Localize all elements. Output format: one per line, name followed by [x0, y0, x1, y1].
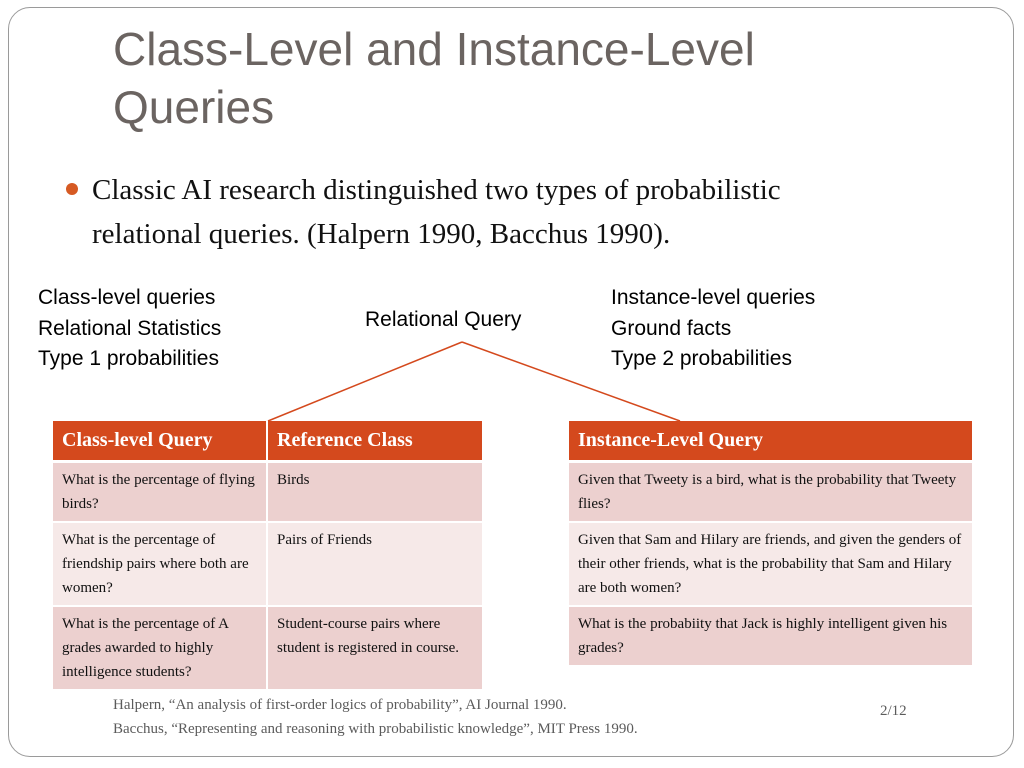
bullet-line-2: relational queries. (Halpern 1990, Bacchus 1990).	[92, 218, 671, 250]
table-row	[53, 462, 482, 523]
title-line-2: Queries	[113, 81, 275, 133]
connector-line-right	[462, 342, 680, 421]
table-row	[53, 606, 482, 690]
reference-bacchus: Bacchus, “Representing and reasoning with probabilistic knowledge”, MIT Press 1990.	[113, 721, 638, 737]
instance-table-header-query: Instance-Level Query	[569, 421, 972, 462]
table-row	[53, 522, 482, 606]
class-table-header-query: Class-level Query	[53, 421, 267, 462]
table-cell: Given that Sam and Hilary are friends, and given the genders of their other friends, what is the probability that Sam and Hilary are both women?	[569, 522, 972, 606]
table-row	[569, 462, 972, 523]
table-cell: What is the percentage of friendship pairs where both are women?	[53, 522, 267, 606]
reference-halpern: Halpern, “An analysis of first-order logics of probability”, AI Journal 1990.	[113, 697, 567, 713]
references	[113, 693, 638, 741]
instance-label-3: Type 2 probabilities	[611, 347, 792, 370]
table-cell: Student-course pairs where student is registered in course.	[267, 606, 482, 690]
relational-query-label: Relational Query	[365, 308, 522, 331]
table-cell: Given that Tweety is a bird, what is the probability that Tweety flies?	[569, 462, 972, 523]
table-row	[569, 606, 972, 666]
table-cell: Birds	[267, 462, 482, 523]
class-label-2: Relational Statistics	[38, 316, 222, 340]
page-number: 2/12	[880, 703, 907, 719]
instance-table-header-row	[569, 421, 972, 462]
class-level-table	[53, 421, 482, 691]
class-label-3: Type 1 probabilities	[38, 347, 219, 370]
instance-level-table	[569, 421, 972, 667]
table-cell: What is the percentage of A grades awarded to highly intelligence students?	[53, 606, 267, 690]
class-table-header-reference: Reference Class	[267, 421, 482, 462]
instance-label-1: Instance-level queries	[611, 286, 816, 309]
table-row	[569, 522, 972, 606]
table-cell: What is the probabiity that Jack is highly intelligent given his grades?	[569, 606, 972, 666]
bullet-line-1: Classic AI research distinguished two types of probabilistic	[92, 174, 781, 206]
instance-label-2: Ground facts	[611, 316, 732, 340]
title-line-1: Class-Level and Instance-Level	[113, 23, 755, 75]
connector-line-left	[268, 342, 462, 421]
table-cell: Pairs of Friends	[267, 522, 482, 606]
class-table-header-row	[53, 421, 482, 462]
table-cell: What is the percentage of flying birds?	[53, 462, 267, 523]
class-label-1: Class-level queries	[38, 286, 216, 309]
